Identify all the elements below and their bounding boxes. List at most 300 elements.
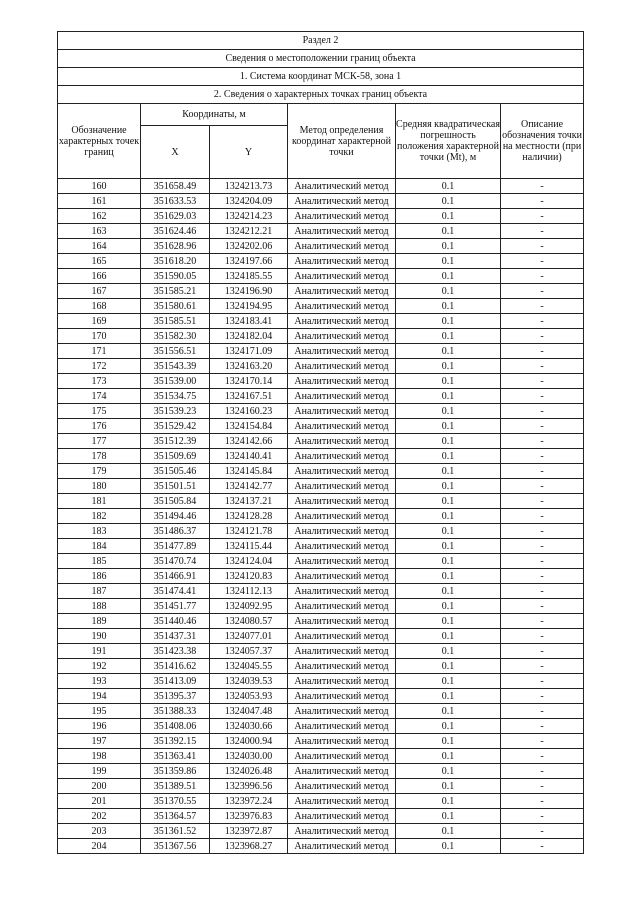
cell-accuracy: 0.1 <box>396 824 501 839</box>
cell-accuracy: 0.1 <box>396 209 501 224</box>
cell-x: 351363.41 <box>141 749 210 764</box>
cell-point: 170 <box>58 329 141 344</box>
cell-point: 193 <box>58 674 141 689</box>
table-row <box>58 224 584 239</box>
cell-y: 1324057.37 <box>210 644 288 659</box>
cell-method: Аналитический метод <box>288 314 396 329</box>
cell-point: 195 <box>58 704 141 719</box>
cell-method: Аналитический метод <box>288 524 396 539</box>
cell-point: 182 <box>58 509 141 524</box>
cell-description: - <box>501 749 584 764</box>
cell-point: 163 <box>58 224 141 239</box>
table-row <box>58 839 584 854</box>
cell-description: - <box>501 179 584 194</box>
document-subtitle: Сведения о местоположении границ объекта <box>58 50 584 68</box>
cell-method: Аналитический метод <box>288 704 396 719</box>
cell-point: 196 <box>58 719 141 734</box>
cell-y: 1324196.90 <box>210 284 288 299</box>
cell-description: - <box>501 299 584 314</box>
cell-accuracy: 0.1 <box>396 569 501 584</box>
cell-method: Аналитический метод <box>288 794 396 809</box>
cell-description: - <box>501 374 584 389</box>
cell-description: - <box>501 314 584 329</box>
cell-point: 200 <box>58 779 141 794</box>
cell-x: 351633.53 <box>141 194 210 209</box>
cell-x: 351413.09 <box>141 674 210 689</box>
table-row <box>58 554 584 569</box>
table-row <box>58 809 584 824</box>
cell-method: Аналитический метод <box>288 284 396 299</box>
cell-description: - <box>501 404 584 419</box>
cell-description: - <box>501 719 584 734</box>
cell-accuracy: 0.1 <box>396 419 501 434</box>
table-row <box>58 329 584 344</box>
cell-y: 1323976.83 <box>210 809 288 824</box>
cell-description: - <box>501 764 584 779</box>
cell-accuracy: 0.1 <box>396 614 501 629</box>
cell-x: 351423.38 <box>141 644 210 659</box>
cell-point: 186 <box>58 569 141 584</box>
cell-accuracy: 0.1 <box>396 224 501 239</box>
table-row <box>58 524 584 539</box>
cell-accuracy: 0.1 <box>396 284 501 299</box>
cell-accuracy: 0.1 <box>396 254 501 269</box>
cell-description: - <box>501 224 584 239</box>
cell-description: - <box>501 794 584 809</box>
cell-point: 169 <box>58 314 141 329</box>
table-row <box>58 674 584 689</box>
cell-y: 1324194.95 <box>210 299 288 314</box>
cell-method: Аналитический метод <box>288 374 396 389</box>
table-row <box>58 629 584 644</box>
cell-point: 194 <box>58 689 141 704</box>
cell-method: Аналитический метод <box>288 809 396 824</box>
cell-point: 165 <box>58 254 141 269</box>
table-row <box>58 494 584 509</box>
cell-point: 201 <box>58 794 141 809</box>
cell-method: Аналитический метод <box>288 359 396 374</box>
cell-x: 351585.51 <box>141 314 210 329</box>
cell-point: 178 <box>58 449 141 464</box>
cell-method: Аналитический метод <box>288 269 396 284</box>
cell-accuracy: 0.1 <box>396 344 501 359</box>
cell-method: Аналитический метод <box>288 779 396 794</box>
cell-point: 174 <box>58 389 141 404</box>
table-row <box>58 569 584 584</box>
cell-accuracy: 0.1 <box>396 494 501 509</box>
cell-y: 1324128.28 <box>210 509 288 524</box>
cell-point: 183 <box>58 524 141 539</box>
cell-y: 1324213.73 <box>210 179 288 194</box>
cell-description: - <box>501 614 584 629</box>
cell-accuracy: 0.1 <box>396 509 501 524</box>
table-row <box>58 794 584 809</box>
cell-method: Аналитический метод <box>288 719 396 734</box>
cell-y: 1324163.20 <box>210 359 288 374</box>
table-body <box>58 179 584 854</box>
cell-description: - <box>501 584 584 599</box>
cell-x: 351364.57 <box>141 809 210 824</box>
cell-accuracy: 0.1 <box>396 554 501 569</box>
cell-description: - <box>501 524 584 539</box>
cell-method: Аналитический метод <box>288 224 396 239</box>
cell-method: Аналитический метод <box>288 659 396 674</box>
cell-y: 1324124.04 <box>210 554 288 569</box>
table-row <box>58 209 584 224</box>
cell-point: 189 <box>58 614 141 629</box>
cell-accuracy: 0.1 <box>396 779 501 794</box>
table-row <box>58 314 584 329</box>
cell-y: 1323972.24 <box>210 794 288 809</box>
cell-y: 1324182.04 <box>210 329 288 344</box>
cell-method: Аналитический метод <box>288 644 396 659</box>
cell-x: 351539.23 <box>141 404 210 419</box>
table-row <box>58 509 584 524</box>
cell-point: 173 <box>58 374 141 389</box>
cell-point: 177 <box>58 434 141 449</box>
cell-accuracy: 0.1 <box>396 299 501 314</box>
table-row <box>58 704 584 719</box>
cell-method: Аналитический метод <box>288 554 396 569</box>
cell-x: 351470.74 <box>141 554 210 569</box>
cell-point: 166 <box>58 269 141 284</box>
cell-description: - <box>501 539 584 554</box>
cell-point: 185 <box>58 554 141 569</box>
cell-y: 1324137.21 <box>210 494 288 509</box>
cell-method: Аналитический метод <box>288 449 396 464</box>
cell-x: 351477.89 <box>141 539 210 554</box>
cell-method: Аналитический метод <box>288 194 396 209</box>
cell-description: - <box>501 779 584 794</box>
table-row <box>58 749 584 764</box>
table-row <box>58 404 584 419</box>
cell-point: 187 <box>58 584 141 599</box>
cell-y: 1324026.48 <box>210 764 288 779</box>
cell-point: 202 <box>58 809 141 824</box>
cell-accuracy: 0.1 <box>396 659 501 674</box>
cell-y: 1324030.00 <box>210 749 288 764</box>
table-row <box>58 584 584 599</box>
cell-accuracy: 0.1 <box>396 434 501 449</box>
cell-method: Аналитический метод <box>288 614 396 629</box>
table-row <box>58 194 584 209</box>
cell-accuracy: 0.1 <box>396 719 501 734</box>
cell-accuracy: 0.1 <box>396 734 501 749</box>
cell-method: Аналитический метод <box>288 479 396 494</box>
cell-accuracy: 0.1 <box>396 479 501 494</box>
cell-x: 351466.91 <box>141 569 210 584</box>
cell-method: Аналитический метод <box>288 329 396 344</box>
cell-description: - <box>501 839 584 854</box>
cell-point: 188 <box>58 599 141 614</box>
cell-accuracy: 0.1 <box>396 629 501 644</box>
cell-x: 351395.37 <box>141 689 210 704</box>
cell-description: - <box>501 329 584 344</box>
cell-method: Аналитический метод <box>288 344 396 359</box>
cell-method: Аналитический метод <box>288 629 396 644</box>
cell-accuracy: 0.1 <box>396 794 501 809</box>
cell-x: 351582.30 <box>141 329 210 344</box>
cell-method: Аналитический метод <box>288 749 396 764</box>
cell-y: 1324030.66 <box>210 719 288 734</box>
cell-y: 1324212.21 <box>210 224 288 239</box>
header-y: Y <box>210 126 288 179</box>
cell-description: - <box>501 269 584 284</box>
cell-x: 351440.46 <box>141 614 210 629</box>
table-row <box>58 764 584 779</box>
cell-accuracy: 0.1 <box>396 389 501 404</box>
cell-x: 351451.77 <box>141 599 210 614</box>
cell-description: - <box>501 419 584 434</box>
table-row <box>58 614 584 629</box>
cell-accuracy: 0.1 <box>396 584 501 599</box>
cell-point: 160 <box>58 179 141 194</box>
cell-x: 351361.52 <box>141 824 210 839</box>
cell-method: Аналитический метод <box>288 599 396 614</box>
cell-y: 1324204.09 <box>210 194 288 209</box>
cell-method: Аналитический метод <box>288 179 396 194</box>
cell-x: 351556.51 <box>141 344 210 359</box>
cell-method: Аналитический метод <box>288 389 396 404</box>
cell-x: 351509.69 <box>141 449 210 464</box>
cell-description: - <box>501 344 584 359</box>
cell-description: - <box>501 704 584 719</box>
table-row <box>58 299 584 314</box>
table-row <box>58 374 584 389</box>
cell-accuracy: 0.1 <box>396 764 501 779</box>
table-row <box>58 464 584 479</box>
cell-method: Аналитический метод <box>288 764 396 779</box>
cell-x: 351580.61 <box>141 299 210 314</box>
cell-point: 198 <box>58 749 141 764</box>
cell-x: 351416.62 <box>141 659 210 674</box>
cell-method: Аналитический метод <box>288 404 396 419</box>
cell-point: 190 <box>58 629 141 644</box>
cell-description: - <box>501 284 584 299</box>
cell-y: 1324202.06 <box>210 239 288 254</box>
cell-accuracy: 0.1 <box>396 179 501 194</box>
cell-method: Аналитический метод <box>288 689 396 704</box>
cell-accuracy: 0.1 <box>396 239 501 254</box>
document-page <box>57 31 583 854</box>
cell-accuracy: 0.1 <box>396 269 501 284</box>
cell-x: 351437.31 <box>141 629 210 644</box>
cell-x: 351539.00 <box>141 374 210 389</box>
cell-method: Аналитический метод <box>288 674 396 689</box>
cell-y: 1323996.56 <box>210 779 288 794</box>
cell-y: 1324214.23 <box>210 209 288 224</box>
cell-description: - <box>501 629 584 644</box>
cell-description: - <box>501 554 584 569</box>
cell-method: Аналитический метод <box>288 254 396 269</box>
points-section-line: 2. Сведения о характерных точках границ объекта <box>58 86 584 104</box>
cell-description: - <box>501 449 584 464</box>
cell-x: 351534.75 <box>141 389 210 404</box>
table-row <box>58 419 584 434</box>
cell-x: 351618.20 <box>141 254 210 269</box>
cell-method: Аналитический метод <box>288 509 396 524</box>
table-row <box>58 734 584 749</box>
cell-method: Аналитический метод <box>288 839 396 854</box>
cell-description: - <box>501 674 584 689</box>
cell-description: - <box>501 194 584 209</box>
cell-point: 203 <box>58 824 141 839</box>
cell-y: 1324045.55 <box>210 659 288 674</box>
cell-description: - <box>501 569 584 584</box>
cell-description: - <box>501 644 584 659</box>
cell-description: - <box>501 689 584 704</box>
cell-y: 1324154.84 <box>210 419 288 434</box>
cell-method: Аналитический метод <box>288 239 396 254</box>
cell-method: Аналитический метод <box>288 539 396 554</box>
cell-accuracy: 0.1 <box>396 704 501 719</box>
cell-accuracy: 0.1 <box>396 194 501 209</box>
cell-point: 164 <box>58 239 141 254</box>
cell-description: - <box>501 389 584 404</box>
cell-method: Аналитический метод <box>288 734 396 749</box>
header-accuracy: Средняя квадратическая погрешность положения характерной точки (Mt), м <box>396 104 501 179</box>
cell-method: Аналитический метод <box>288 824 396 839</box>
cell-y: 1324171.09 <box>210 344 288 359</box>
cell-accuracy: 0.1 <box>396 374 501 389</box>
cell-point: 199 <box>58 764 141 779</box>
cell-x: 351543.39 <box>141 359 210 374</box>
cell-x: 351392.15 <box>141 734 210 749</box>
cell-y: 1324142.77 <box>210 479 288 494</box>
cell-x: 351474.41 <box>141 584 210 599</box>
cell-point: 191 <box>58 644 141 659</box>
cell-x: 351624.46 <box>141 224 210 239</box>
cell-point: 180 <box>58 479 141 494</box>
cell-description: - <box>501 824 584 839</box>
cell-y: 1324112.13 <box>210 584 288 599</box>
table-row <box>58 239 584 254</box>
table-row <box>58 269 584 284</box>
cell-point: 168 <box>58 299 141 314</box>
cell-x: 351389.51 <box>141 779 210 794</box>
cell-method: Аналитический метод <box>288 299 396 314</box>
table-row <box>58 254 584 269</box>
cell-point: 172 <box>58 359 141 374</box>
cell-method: Аналитический метод <box>288 209 396 224</box>
cell-x: 351359.86 <box>141 764 210 779</box>
cell-y: 1324000.94 <box>210 734 288 749</box>
cell-method: Аналитический метод <box>288 434 396 449</box>
cell-y: 1323972.87 <box>210 824 288 839</box>
cell-accuracy: 0.1 <box>396 314 501 329</box>
table-row <box>58 344 584 359</box>
cell-accuracy: 0.1 <box>396 674 501 689</box>
table-row <box>58 719 584 734</box>
cell-description: - <box>501 659 584 674</box>
cell-description: - <box>501 359 584 374</box>
cell-method: Аналитический метод <box>288 494 396 509</box>
cell-method: Аналитический метод <box>288 464 396 479</box>
cell-y: 1324121.78 <box>210 524 288 539</box>
cell-accuracy: 0.1 <box>396 524 501 539</box>
table-row <box>58 284 584 299</box>
header-description: Описание обозначения точки на местности (при наличии) <box>501 104 584 179</box>
header-x: X <box>141 126 210 179</box>
cell-x: 351408.06 <box>141 719 210 734</box>
cell-y: 1324039.53 <box>210 674 288 689</box>
cell-description: - <box>501 254 584 269</box>
table-row <box>58 689 584 704</box>
table-row <box>58 389 584 404</box>
cell-description: - <box>501 464 584 479</box>
cell-point: 171 <box>58 344 141 359</box>
cell-accuracy: 0.1 <box>396 809 501 824</box>
cell-description: - <box>501 209 584 224</box>
cell-x: 351370.55 <box>141 794 210 809</box>
cell-point: 161 <box>58 194 141 209</box>
section-title: Раздел 2 <box>58 32 584 50</box>
cell-x: 351628.96 <box>141 239 210 254</box>
cell-y: 1324115.44 <box>210 539 288 554</box>
cell-point: 167 <box>58 284 141 299</box>
cell-y: 1324185.55 <box>210 269 288 284</box>
cell-point: 181 <box>58 494 141 509</box>
cell-accuracy: 0.1 <box>396 404 501 419</box>
header-coordinates: Координаты, м <box>141 104 288 126</box>
table-row <box>58 434 584 449</box>
cell-accuracy: 0.1 <box>396 839 501 854</box>
cell-x: 351505.84 <box>141 494 210 509</box>
cell-y: 1324140.41 <box>210 449 288 464</box>
cell-method: Аналитический метод <box>288 419 396 434</box>
cell-accuracy: 0.1 <box>396 449 501 464</box>
cell-y: 1324183.41 <box>210 314 288 329</box>
cell-y: 1324160.23 <box>210 404 288 419</box>
cell-y: 1323968.27 <box>210 839 288 854</box>
header-method: Метод определения координат характерной точки <box>288 104 396 179</box>
cell-y: 1324197.66 <box>210 254 288 269</box>
cell-y: 1324142.66 <box>210 434 288 449</box>
cell-point: 192 <box>58 659 141 674</box>
cell-accuracy: 0.1 <box>396 599 501 614</box>
table-row <box>58 359 584 374</box>
cell-x: 351486.37 <box>141 524 210 539</box>
cell-method: Аналитический метод <box>288 569 396 584</box>
cell-accuracy: 0.1 <box>396 689 501 704</box>
boundary-points-table <box>57 31 584 854</box>
table-row <box>58 479 584 494</box>
cell-x: 351512.39 <box>141 434 210 449</box>
cell-y: 1324145.84 <box>210 464 288 479</box>
cell-x: 351590.05 <box>141 269 210 284</box>
cell-description: - <box>501 509 584 524</box>
cell-accuracy: 0.1 <box>396 359 501 374</box>
cell-accuracy: 0.1 <box>396 329 501 344</box>
cell-y: 1324080.57 <box>210 614 288 629</box>
cell-y: 1324167.51 <box>210 389 288 404</box>
cell-description: - <box>501 734 584 749</box>
cell-point: 162 <box>58 209 141 224</box>
cell-y: 1324053.93 <box>210 689 288 704</box>
table-row <box>58 824 584 839</box>
cell-accuracy: 0.1 <box>396 464 501 479</box>
table-row <box>58 644 584 659</box>
cell-accuracy: 0.1 <box>396 539 501 554</box>
cell-method: Аналитический метод <box>288 584 396 599</box>
cell-point: 204 <box>58 839 141 854</box>
cell-x: 351505.46 <box>141 464 210 479</box>
cell-description: - <box>501 494 584 509</box>
cell-x: 351494.46 <box>141 509 210 524</box>
coordinate-system-line: 1. Система координат МСК-58, зона 1 <box>58 68 584 86</box>
table-row <box>58 449 584 464</box>
cell-y: 1324092.95 <box>210 599 288 614</box>
